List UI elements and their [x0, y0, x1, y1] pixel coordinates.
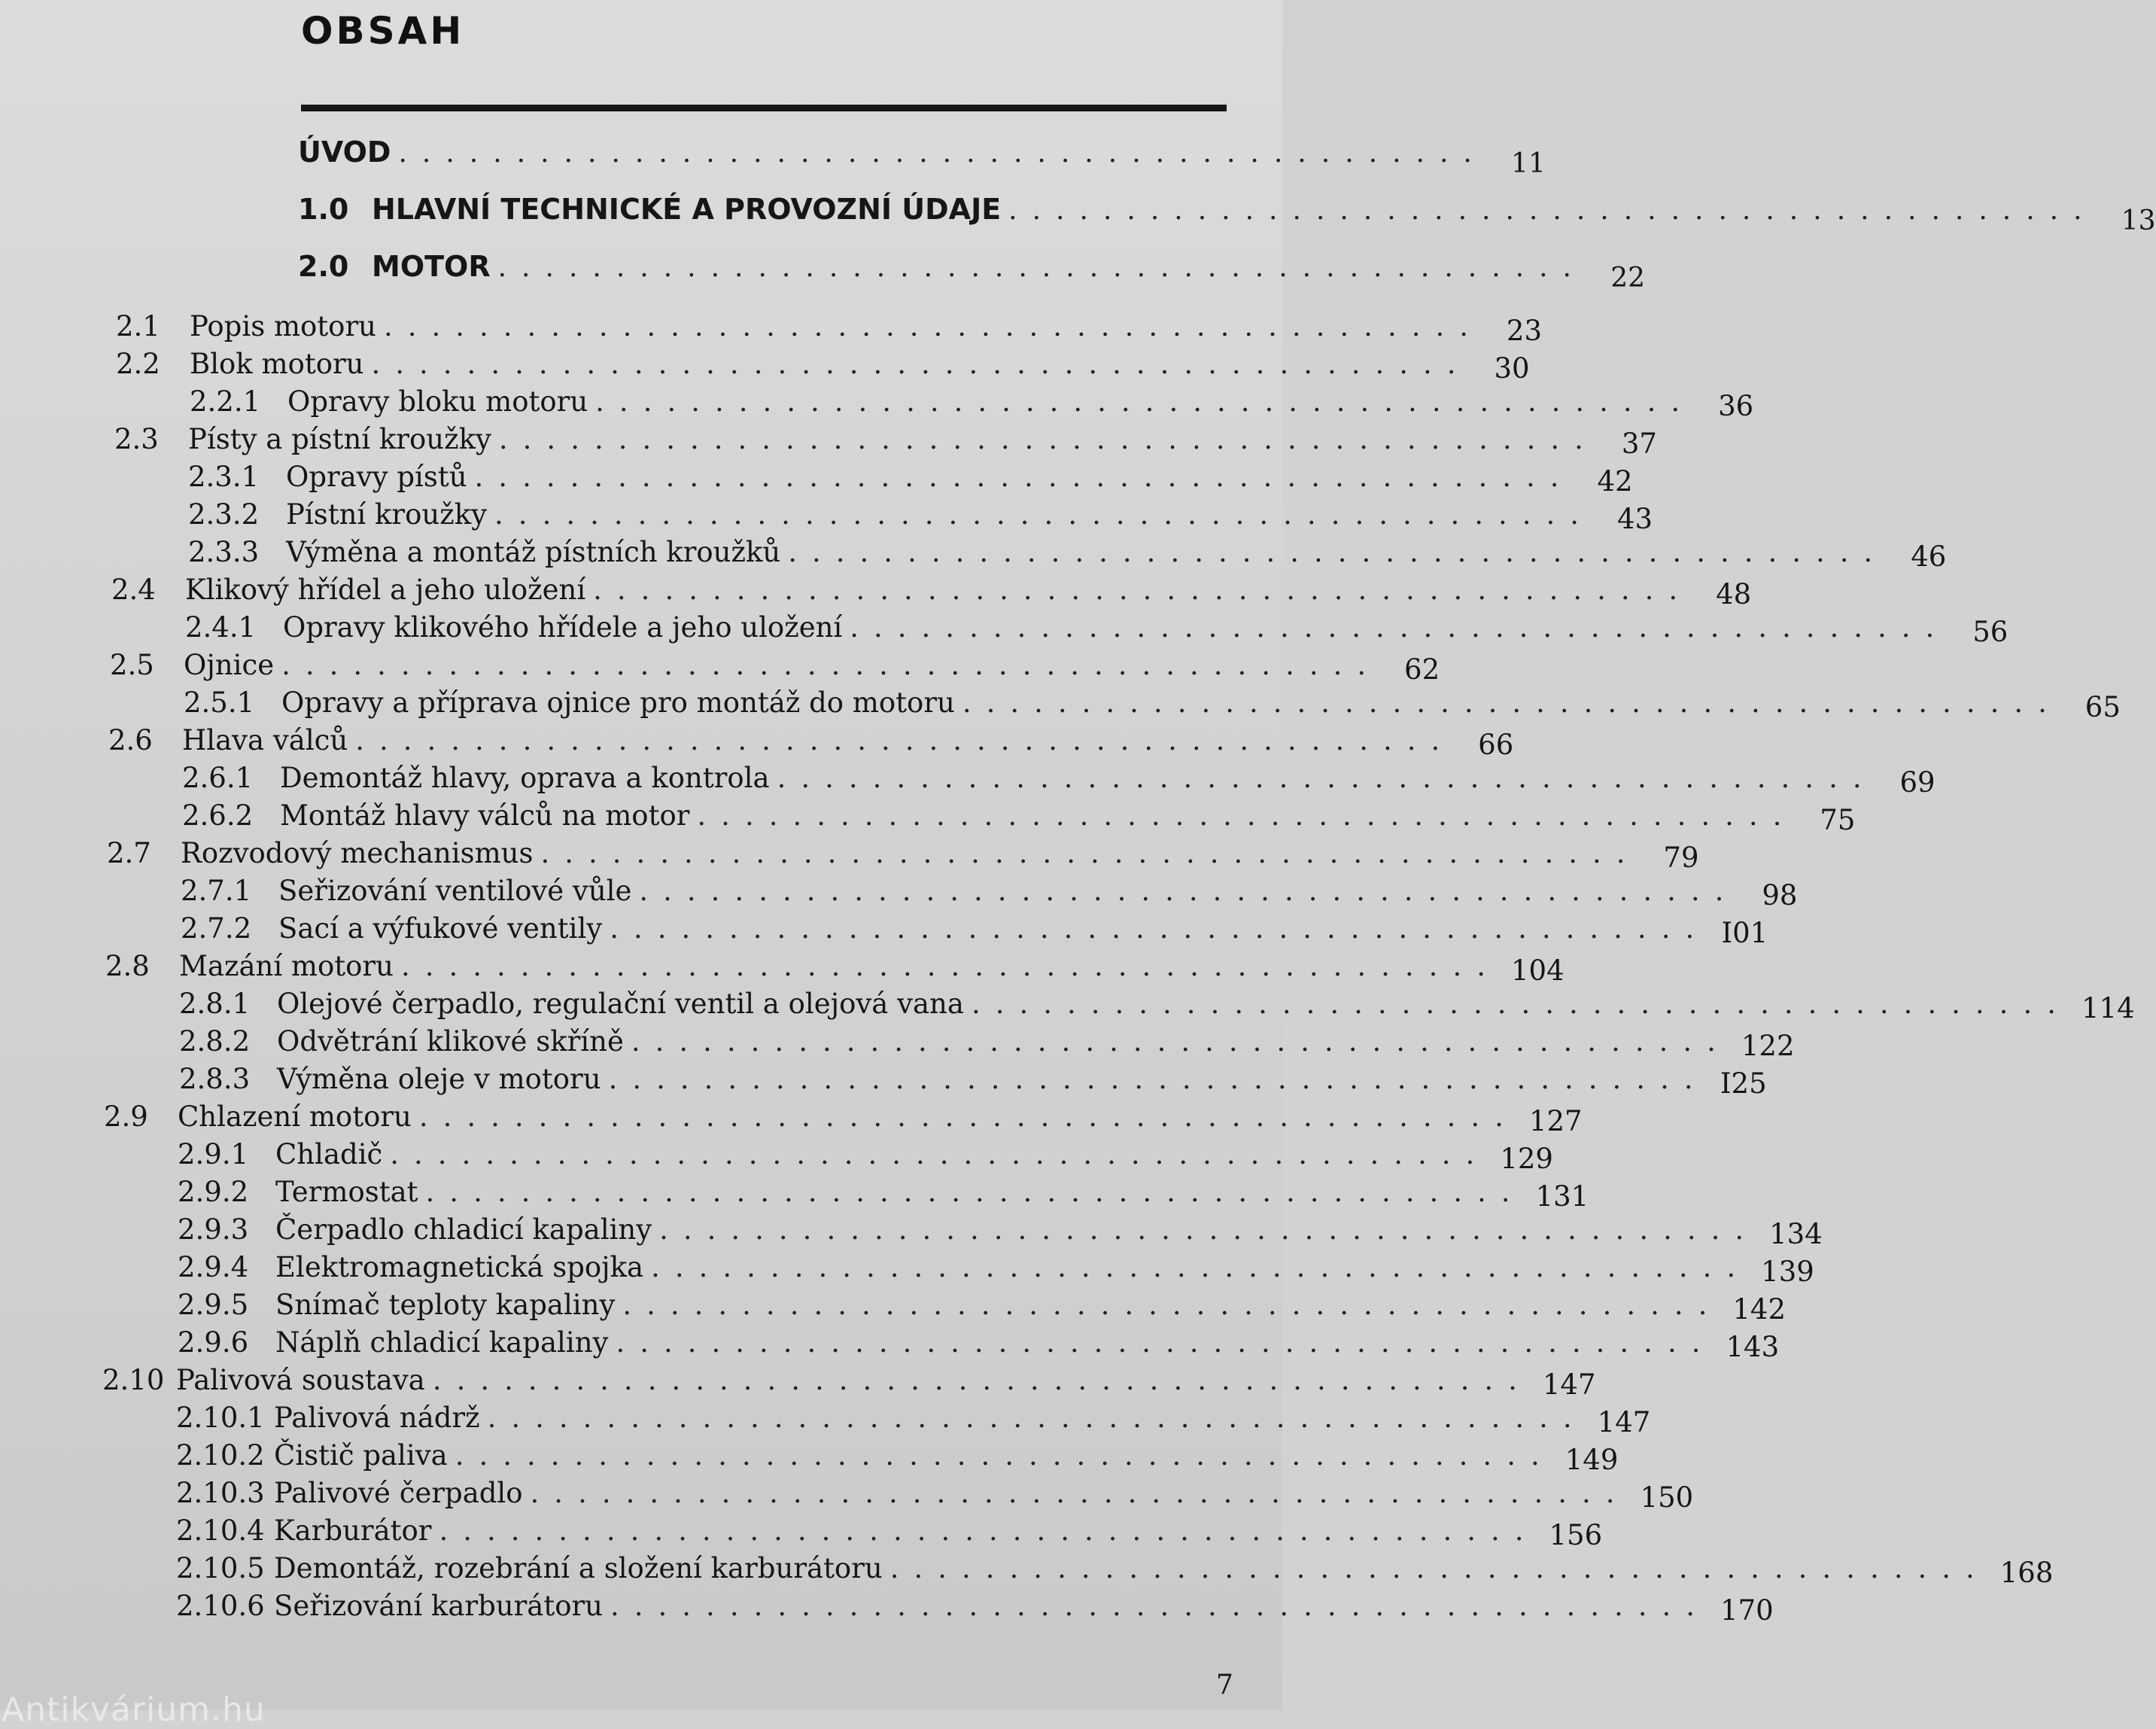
toc-page: 48: [1716, 578, 1752, 610]
toc-title: Výměna oleje v motoru: [277, 1063, 601, 1095]
toc-title: Chladič: [275, 1138, 383, 1170]
toc-leader: ..............................................: [530, 1477, 1630, 1509]
toc-number: 2.5.1: [184, 686, 255, 719]
toc-leader: ..............................................: [608, 1063, 1708, 1095]
toc-number: 2.1: [116, 310, 160, 342]
toc-number: 2.9.3: [178, 1213, 249, 1246]
toc-entry-2-2: [116, 348, 1530, 385]
toc-leader: ..............................................: [610, 1590, 1711, 1622]
toc-page: 168: [1999, 1557, 2054, 1589]
toc-entry-2-10: [102, 1364, 1596, 1402]
toc-number: 2.8.1: [179, 988, 251, 1020]
toc-title: Opravy pístů: [286, 461, 467, 493]
toc-number: 2.8.3: [179, 1063, 251, 1095]
toc-number: 1.0: [298, 193, 349, 226]
toc-title: Montáž hlavy válců na motor: [280, 799, 690, 832]
toc-title: Rozvodový mechanismus: [181, 837, 534, 869]
toc-number: 2.7.1: [181, 875, 252, 907]
toc-number: 2.2.1: [190, 385, 261, 418]
page-number: 7: [1216, 1670, 1233, 1700]
toc-entry-2-3-3: [188, 536, 1947, 574]
toc-entry-2-9-3: [178, 1213, 1823, 1251]
toc-page: 104: [1510, 954, 1565, 987]
toc-number: 2.3.3: [188, 536, 260, 568]
toc-entry-2-3-2: [188, 498, 1653, 536]
toc-title: Blok motoru: [190, 348, 364, 380]
toc-title: Klikový hřídel a jeho uložení: [185, 574, 586, 606]
toc-leader: ..............................................: [850, 611, 1950, 644]
toc-entry-1-0: [298, 193, 2156, 236]
toc-number: 2.5: [110, 649, 154, 681]
toc-page: 142: [1732, 1293, 1787, 1326]
toc-page: 30: [1494, 352, 1530, 385]
toc-entry-uvod: [298, 135, 1546, 179]
toc-page: 56: [1972, 616, 2009, 648]
toc-entry-2-5: [110, 649, 1440, 686]
toc-page: 122: [1741, 1030, 1795, 1062]
toc-page: 147: [1597, 1406, 1651, 1438]
toc-title: Termostat: [275, 1176, 418, 1208]
toc-entry-2-9-5: [178, 1289, 1787, 1326]
toc-entry-2-7: [107, 837, 1699, 875]
toc-leader: ..............................................: [398, 138, 1487, 169]
toc-page: 131: [1535, 1180, 1589, 1213]
toc-title: Popis motoru: [190, 310, 376, 342]
toc-entry-2-9-1: [178, 1138, 1553, 1176]
toc-page: 143: [1726, 1331, 1780, 1363]
toc-page: 134: [1769, 1218, 1823, 1250]
toc-page: 75: [1820, 804, 1856, 836]
toc-page: 170: [1720, 1594, 1774, 1627]
toc-page: 66: [1478, 729, 1514, 761]
toc-title: Palivová soustava: [176, 1364, 425, 1396]
toc-page: 69: [1899, 766, 1936, 799]
title-rule: [301, 105, 1227, 111]
toc-number: 2.6.2: [182, 799, 254, 832]
toc-page: 149: [1565, 1444, 1619, 1476]
toc-page: 129: [1500, 1143, 1553, 1175]
toc-title: Sací a výfukové ventily: [278, 912, 603, 945]
toc-entry-2-3-1: [188, 461, 1633, 498]
toc-entry-2-3: [114, 423, 1657, 461]
toc-page: 114: [2081, 992, 2135, 1024]
toc-leader: ..............................................: [631, 1025, 1731, 1058]
toc-entry-2-10-2: [176, 1439, 1619, 1477]
toc-number: 2.10.1: [176, 1402, 265, 1434]
toc-title: Náplň chladicí kapaliny: [275, 1326, 609, 1359]
toc-title: HLAVNÍ TECHNICKÉ A PROVOZNÍ ÚDAJE: [372, 193, 1002, 226]
toc-leader: ..............................................: [494, 498, 1595, 531]
toc-title: Chlazení motoru: [178, 1100, 412, 1133]
toc-title: MOTOR: [372, 250, 491, 283]
toc-leader: ..............................................: [639, 875, 1739, 907]
toc-entry-2-9-2: [178, 1176, 1589, 1213]
toc-title: Čerpadlo chladicí kapaliny: [275, 1213, 652, 1246]
toc-page: 22: [1610, 263, 1646, 294]
toc-entry-2-9-4: [178, 1251, 1814, 1289]
toc-number: 2.10.4: [176, 1514, 265, 1547]
toc-number: 2.3.2: [188, 498, 260, 531]
toc-number: 2.6.1: [182, 762, 254, 794]
toc-page: 37: [1621, 428, 1657, 460]
toc-page: 46: [1911, 540, 1947, 573]
toc-leader: ..............................................: [971, 988, 2071, 1020]
toc-title: Seřizování ventilové vůle: [278, 875, 632, 907]
toc-page: 147: [1542, 1368, 1596, 1401]
toc-number: 2.2: [116, 348, 160, 380]
toc-number: 2.10: [102, 1364, 165, 1396]
toc-leader: ..............................................: [497, 252, 1587, 283]
page-title: OBSAH: [301, 9, 465, 53]
toc-leader: ..............................................: [622, 1289, 1723, 1321]
toc-page: 150: [1640, 1481, 1694, 1514]
toc-leader: ..............................................: [383, 310, 1483, 342]
toc-leader: ..............................................: [651, 1251, 1751, 1283]
toc-leader: ..............................................: [1008, 195, 2097, 226]
toc-number: 2.4.1: [185, 611, 257, 644]
toc-number: 2.9.1: [178, 1138, 249, 1170]
toc-page: 23: [1506, 315, 1542, 347]
toc-leader: ..............................................: [788, 536, 1888, 568]
toc-number: 2.10.2: [176, 1439, 265, 1472]
toc-number: 2.10.6: [176, 1590, 265, 1622]
toc-number: 2.4: [111, 574, 156, 606]
toc-number: 2.7: [107, 837, 151, 869]
toc-title: Olejové čerpadlo, regulační ventil a olejová vana: [277, 988, 964, 1020]
toc-entry-2-2-1: [190, 385, 1754, 423]
toc-title: Mazání motoru: [179, 950, 394, 982]
toc-entry-2-8-2: [179, 1025, 1795, 1063]
toc-page: 36: [1718, 390, 1754, 422]
toc-leader: ..............................................: [432, 1364, 1532, 1396]
toc-page: 13: [2121, 205, 2156, 236]
toc-title: Opravy klikového hřídele a jeho uložení: [283, 611, 843, 644]
toc-number: 2.8.2: [179, 1025, 251, 1058]
toc-number: 2.7.2: [181, 912, 252, 945]
toc-leader: ..............................................: [593, 574, 1693, 606]
toc-leader: ..............................................: [425, 1176, 1525, 1208]
toc-leader: ..............................................: [610, 912, 1710, 945]
toc-entry-2-1: [116, 310, 1542, 348]
toc-number: 2.6: [108, 724, 153, 756]
toc-page: I25: [1720, 1067, 1767, 1100]
toc-title: Seřizování karburátoru: [274, 1590, 604, 1622]
toc-leader: ..............................................: [777, 762, 1877, 794]
toc-title: Elektromagnetická spojka: [275, 1251, 644, 1283]
toc-leader: ..............................................: [697, 799, 1797, 832]
toc-title: Palivová nádrž: [274, 1402, 480, 1434]
toc-page: 79: [1663, 842, 1699, 874]
toc-leader: ..............................................: [390, 1138, 1490, 1170]
toc-page: 11: [1511, 148, 1546, 179]
toc-entry-2-9-6: [178, 1326, 1780, 1364]
toc-number: 2.3: [114, 423, 159, 455]
toc-leader: ..............................................: [540, 837, 1641, 869]
toc-title: Karburátor: [274, 1514, 432, 1547]
toc-entry-2-8: [105, 950, 1565, 988]
toc-number: 2.9: [104, 1100, 148, 1133]
toc-number: 2.10.5: [176, 1552, 265, 1584]
toc-entry-2-10-3: [176, 1477, 1694, 1514]
toc-entry-2-4-1: [185, 611, 2009, 649]
toc-page: 43: [1616, 503, 1653, 535]
toc-leader: ..............................................: [455, 1439, 1555, 1472]
toc-entry-2-10-5: [176, 1552, 2054, 1590]
toc-leader: ..............................................: [889, 1552, 1990, 1584]
toc-title: Pístní kroužky: [286, 498, 488, 531]
toc-entry-2-5-1: [184, 686, 2121, 724]
toc-leader: ..............................................: [355, 724, 1455, 756]
toc-page: 156: [1549, 1519, 1603, 1551]
toc-title: Hlava válců: [182, 724, 348, 756]
toc-title: Odvětrání klikové skříně: [277, 1025, 624, 1058]
toc-number: 2.9.5: [178, 1289, 249, 1321]
toc-entry-2-7-1: [181, 875, 1798, 912]
toc-entry-2-7-2: [181, 912, 1768, 950]
toc-leader: ..............................................: [400, 950, 1501, 982]
toc-leader: ..............................................: [281, 649, 1382, 681]
toc-page: 65: [2085, 691, 2121, 723]
toc-page: 62: [1404, 653, 1440, 686]
toc-page: 127: [1528, 1105, 1583, 1137]
toc-leader: ..............................................: [595, 385, 1695, 418]
toc-entry-2-10-4: [176, 1514, 1603, 1552]
toc-leader: ..............................................: [498, 423, 1598, 455]
toc-leader: ..............................................: [487, 1402, 1587, 1434]
toc-number: 2.8: [105, 950, 150, 982]
toc-number: 2.9.6: [178, 1326, 249, 1359]
toc-number: 2.9.2: [178, 1176, 249, 1208]
toc-title: Opravy bloku motoru: [287, 385, 588, 418]
toc-entry-2-10-1: [176, 1402, 1651, 1439]
toc-title: Čistič paliva: [274, 1439, 448, 1472]
toc-number: 2.0: [298, 250, 349, 283]
toc-leader: ..............................................: [371, 348, 1471, 380]
toc-title: Snímač teploty kapaliny: [275, 1289, 616, 1321]
toc-title: ÚVOD: [298, 135, 391, 169]
toc-entry-2-8-1: [179, 988, 2135, 1025]
toc-title: Výměna a montáž pístních kroužků: [286, 536, 781, 568]
toc-leader: ..............................................: [616, 1326, 1716, 1359]
toc-leader: ..............................................: [439, 1514, 1539, 1547]
toc-title: Ojnice: [184, 649, 275, 681]
toc-entry-2-6: [108, 724, 1514, 762]
toc-entry-2-4: [111, 574, 1752, 611]
toc-title: Palivové čerpadlo: [274, 1477, 523, 1509]
toc-number: 2.9.4: [178, 1251, 249, 1283]
toc-entry-2-6-2: [182, 799, 1856, 837]
toc-title: Demontáž, rozebrání a složení karburátoru: [274, 1552, 883, 1584]
toc-leader: ..............................................: [474, 461, 1574, 493]
toc-leader: ..............................................: [962, 686, 2062, 719]
toc-entry-2-8-3: [179, 1063, 1767, 1100]
toc-leader: ..............................................: [418, 1100, 1519, 1133]
toc-title: Demontáž hlavy, oprava a kontrola: [280, 762, 770, 794]
toc-number: 2.3.1: [188, 461, 260, 493]
toc-number: 2.10.3: [176, 1477, 265, 1509]
toc-entry-2-6-1: [182, 762, 1936, 799]
toc-entry-2-0: [298, 250, 1646, 294]
toc-page: 98: [1762, 879, 1798, 912]
watermark-text: Antikvárium.hu: [2, 1691, 266, 1729]
toc-entry-2-10-6: [176, 1590, 1774, 1627]
toc-page: I01: [1721, 917, 1768, 949]
toc-title: Písty a pístní kroužky: [188, 423, 491, 455]
toc-title: Opravy a příprava ojnice pro montáž do motoru: [281, 686, 955, 719]
toc-leader: ..............................................: [659, 1213, 1759, 1246]
toc-page: 42: [1597, 465, 1633, 498]
toc-entry-2-9: [104, 1100, 1583, 1138]
toc-page: 139: [1761, 1256, 1814, 1288]
